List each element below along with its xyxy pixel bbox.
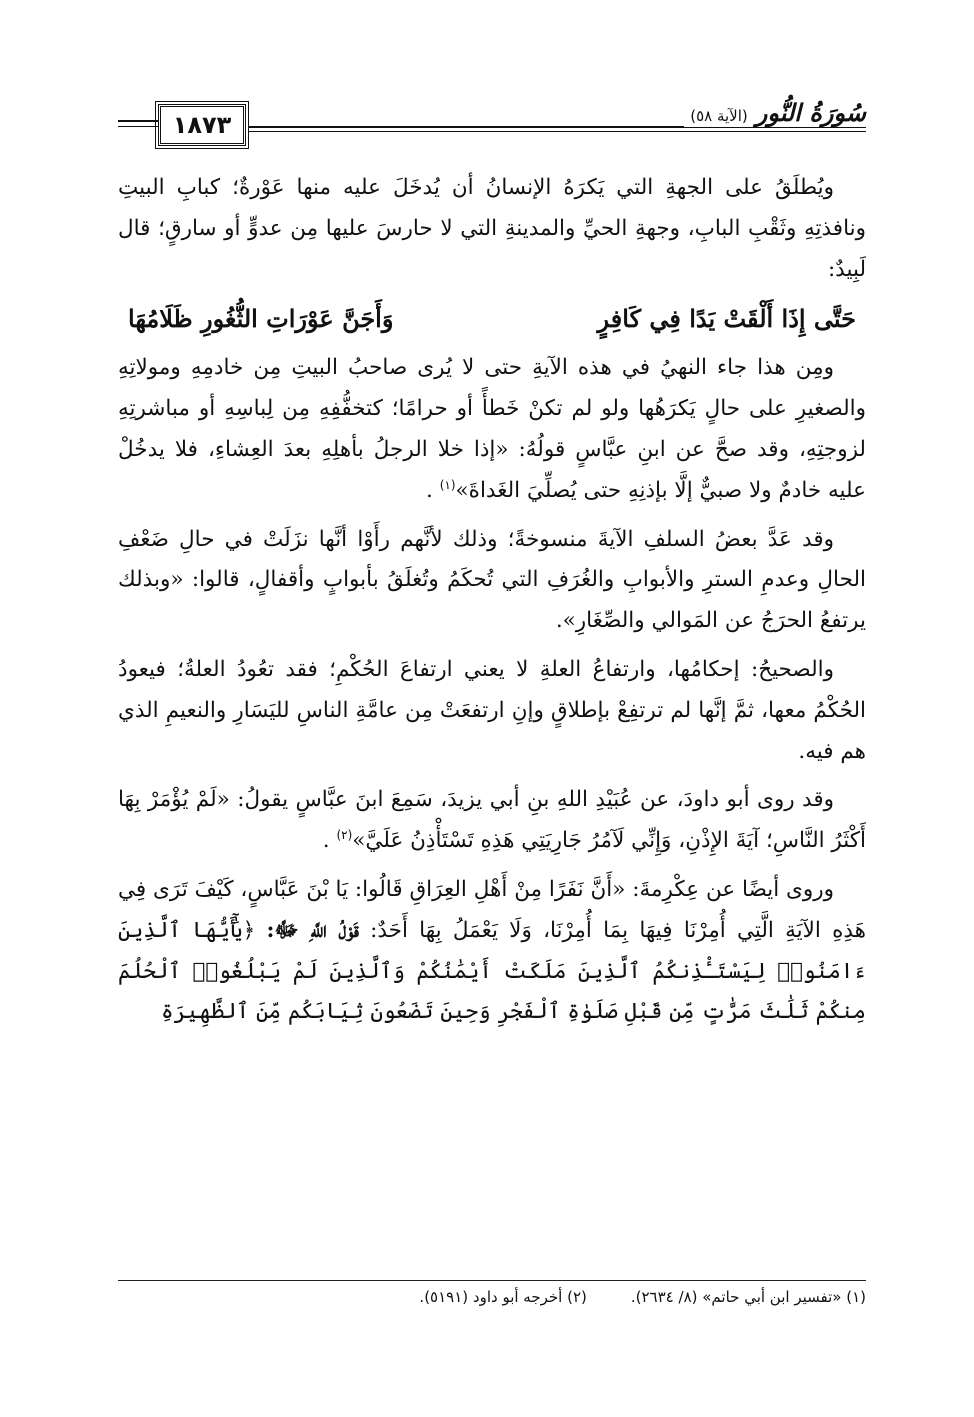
main-text xyxy=(118,168,866,1041)
footnote-marker: (١) xyxy=(439,477,456,492)
ayah-reference: (الآية ٥٨) xyxy=(690,107,748,125)
surah-title xyxy=(684,98,866,127)
paragraph-end: . xyxy=(426,477,440,503)
paragraph: وقد عَدَّ بعضُ السلفِ الآيةَ منسوخةً؛ وذلك لأنَّهم رأَوْا أنَّها نزَلَتْ في حالِ ضَعْفِ الحالِ وعدمِ السترِ والأبوابِ والغُرَفِ التي تُحكَمُ وتُغلَقُ بأبوابٍ وأقفالٍ، قالوا: «وبذلك يرتفعُ الحرَجُ عن المَوالي والصِّغَارِ». xyxy=(118,526,866,634)
footnote-1: (١) «تفسير ابن أبي حاتم» (٨/ ٢٦٣٤). xyxy=(630,1288,866,1306)
page-number: ١٨٧٣ xyxy=(158,104,246,146)
poem-hemistich-left: وَأَجَنَّ عَوْرَاتِ الثُّغُورِ ظَلَامُهَا xyxy=(128,304,394,334)
paragraph xyxy=(118,780,866,862)
header-rule xyxy=(118,126,158,127)
paragraph: ويُطلَقُ على الجهةِ التي يَكرَهُ الإنسانُ أن يُدخَلَ عليه منها عَوْرةٌ؛ كبابِ البيتِ ونافذتِهِ وثَقْبِ البابِ، وجهةِ الحيِّ والمدينةِ التي لا حارسَ عليها مِن عدوٍّ أو سارقٍ؛ قال لَبِيدٌ: xyxy=(118,175,866,282)
surah-name: سُورَةُ النُّور xyxy=(755,98,866,127)
poem-hemistich-right: حَتَّى إِذَا أَلْقَتْ يَدًا فِي كَافِرٍ xyxy=(597,304,856,334)
paragraph: والصحيحُ: إحكامُها، وارتفاعُ العلةِ لا يعني ارتفاعَ الحُكْمِ؛ فقد تعُودُ العلةُ؛ فيعودُ الحُكْمُ معها، ثمَّ إنَّها لم ترتفِعْ بإطلاقٍ وإنِ ارتفعَتْ مِن عامَّةِ الناسِ لليَسَارِ والنعيمِ الذي هم فيه. xyxy=(118,656,866,764)
paragraph xyxy=(118,870,866,1033)
paragraph-text: ومِن هذا جاء النهيُ في هذه الآيةِ حتى لا يُرى صاحبُ البيتِ مِن خادمِهِ ومولاتِهِ والصغيرِ على حالٍ يَكرَهُها ولو لم تكنْ خَطأً أو حرامًا؛ كتخفُّفِهِ مِن لِباسِهِ أو مباشرتِهِ لزوجتِهِ، وقد صحَّ عن ابنِ عبَّاسٍ قولُهُ: «إذا خلا الرجلُ بأهلِهِ بعدَ العِشاءِ، فلا يدخُلْ عليه خادمٌ ولا صبيٌّ إلَّا بإذنِهِ حتى يُصلِّيَ الغَداةَ» xyxy=(118,355,866,503)
header-rule xyxy=(118,120,158,122)
header-rule xyxy=(248,131,866,132)
quran-verse: ﴿يَٰٓأَيُّهَا ٱلَّذِينَ ءَامَنُوا۟ لِيَسْتَـْٔذِنكُمُ ٱلَّذِينَ مَلَكَتْ أَيْمَٰنُكُمْ وَٱلَّذِينَ لَمْ يَبْلُغُوا۟ ٱلْحُلُمَ مِنكُمْ ثَلَٰثَ مَرَّٰتٍ مِّن قَبْلِ صَلَوٰةِ ٱلْفَجْرِ وَحِينَ تَضَعُونَ ثِيَابَكُم مِّنَ ٱلظَّهِيرَةِ xyxy=(118,917,866,1025)
paragraph-end: . xyxy=(322,828,337,854)
paragraph-text: وروى أيضًا عن عِكْرِمةَ: «أَنَّ نَفَرًا مِنْ أَهْلِ العِرَاقِ قَالُوا: يَا بْنَ عَبَّاسٍ، كَيْفَ تَرَى فِي هَذِهِ الآيَةِ الَّتِي أُمِرْنَا فِيهَا بِمَا أُمِرْنَا، وَلَا يَعْمَلُ بِهَا أَحَدٌ: xyxy=(118,876,866,943)
footnote-marker: (٢) xyxy=(336,828,353,842)
paragraph-text: وقد روى أبو داودَ، عن عُبَيْدِ اللهِ بنِ أبي يزيدَ، سَمِعَ ابنَ عبَّاسٍ يقولُ: «لَمْ يُؤْمَرْ بِهَا أَكْثَرُ النَّاسِ؛ آيَةَ الإِذْنِ، وَإِنِّي لَآمُرُ جَارِيَتِي هَذِهِ تَسْتَأْذِنُ عَلَيَّ» xyxy=(118,787,866,854)
footnote-2: (٢) أخرجه أبو داود (٥١٩١). xyxy=(419,1288,587,1306)
footnotes xyxy=(118,1288,866,1306)
qawl-allah: قَوْلُ اللَّهِ ﷻ: xyxy=(266,917,359,943)
poem-verse xyxy=(118,298,866,340)
page-header xyxy=(118,96,866,154)
footnote-divider xyxy=(118,1280,866,1281)
paragraph xyxy=(118,348,866,511)
